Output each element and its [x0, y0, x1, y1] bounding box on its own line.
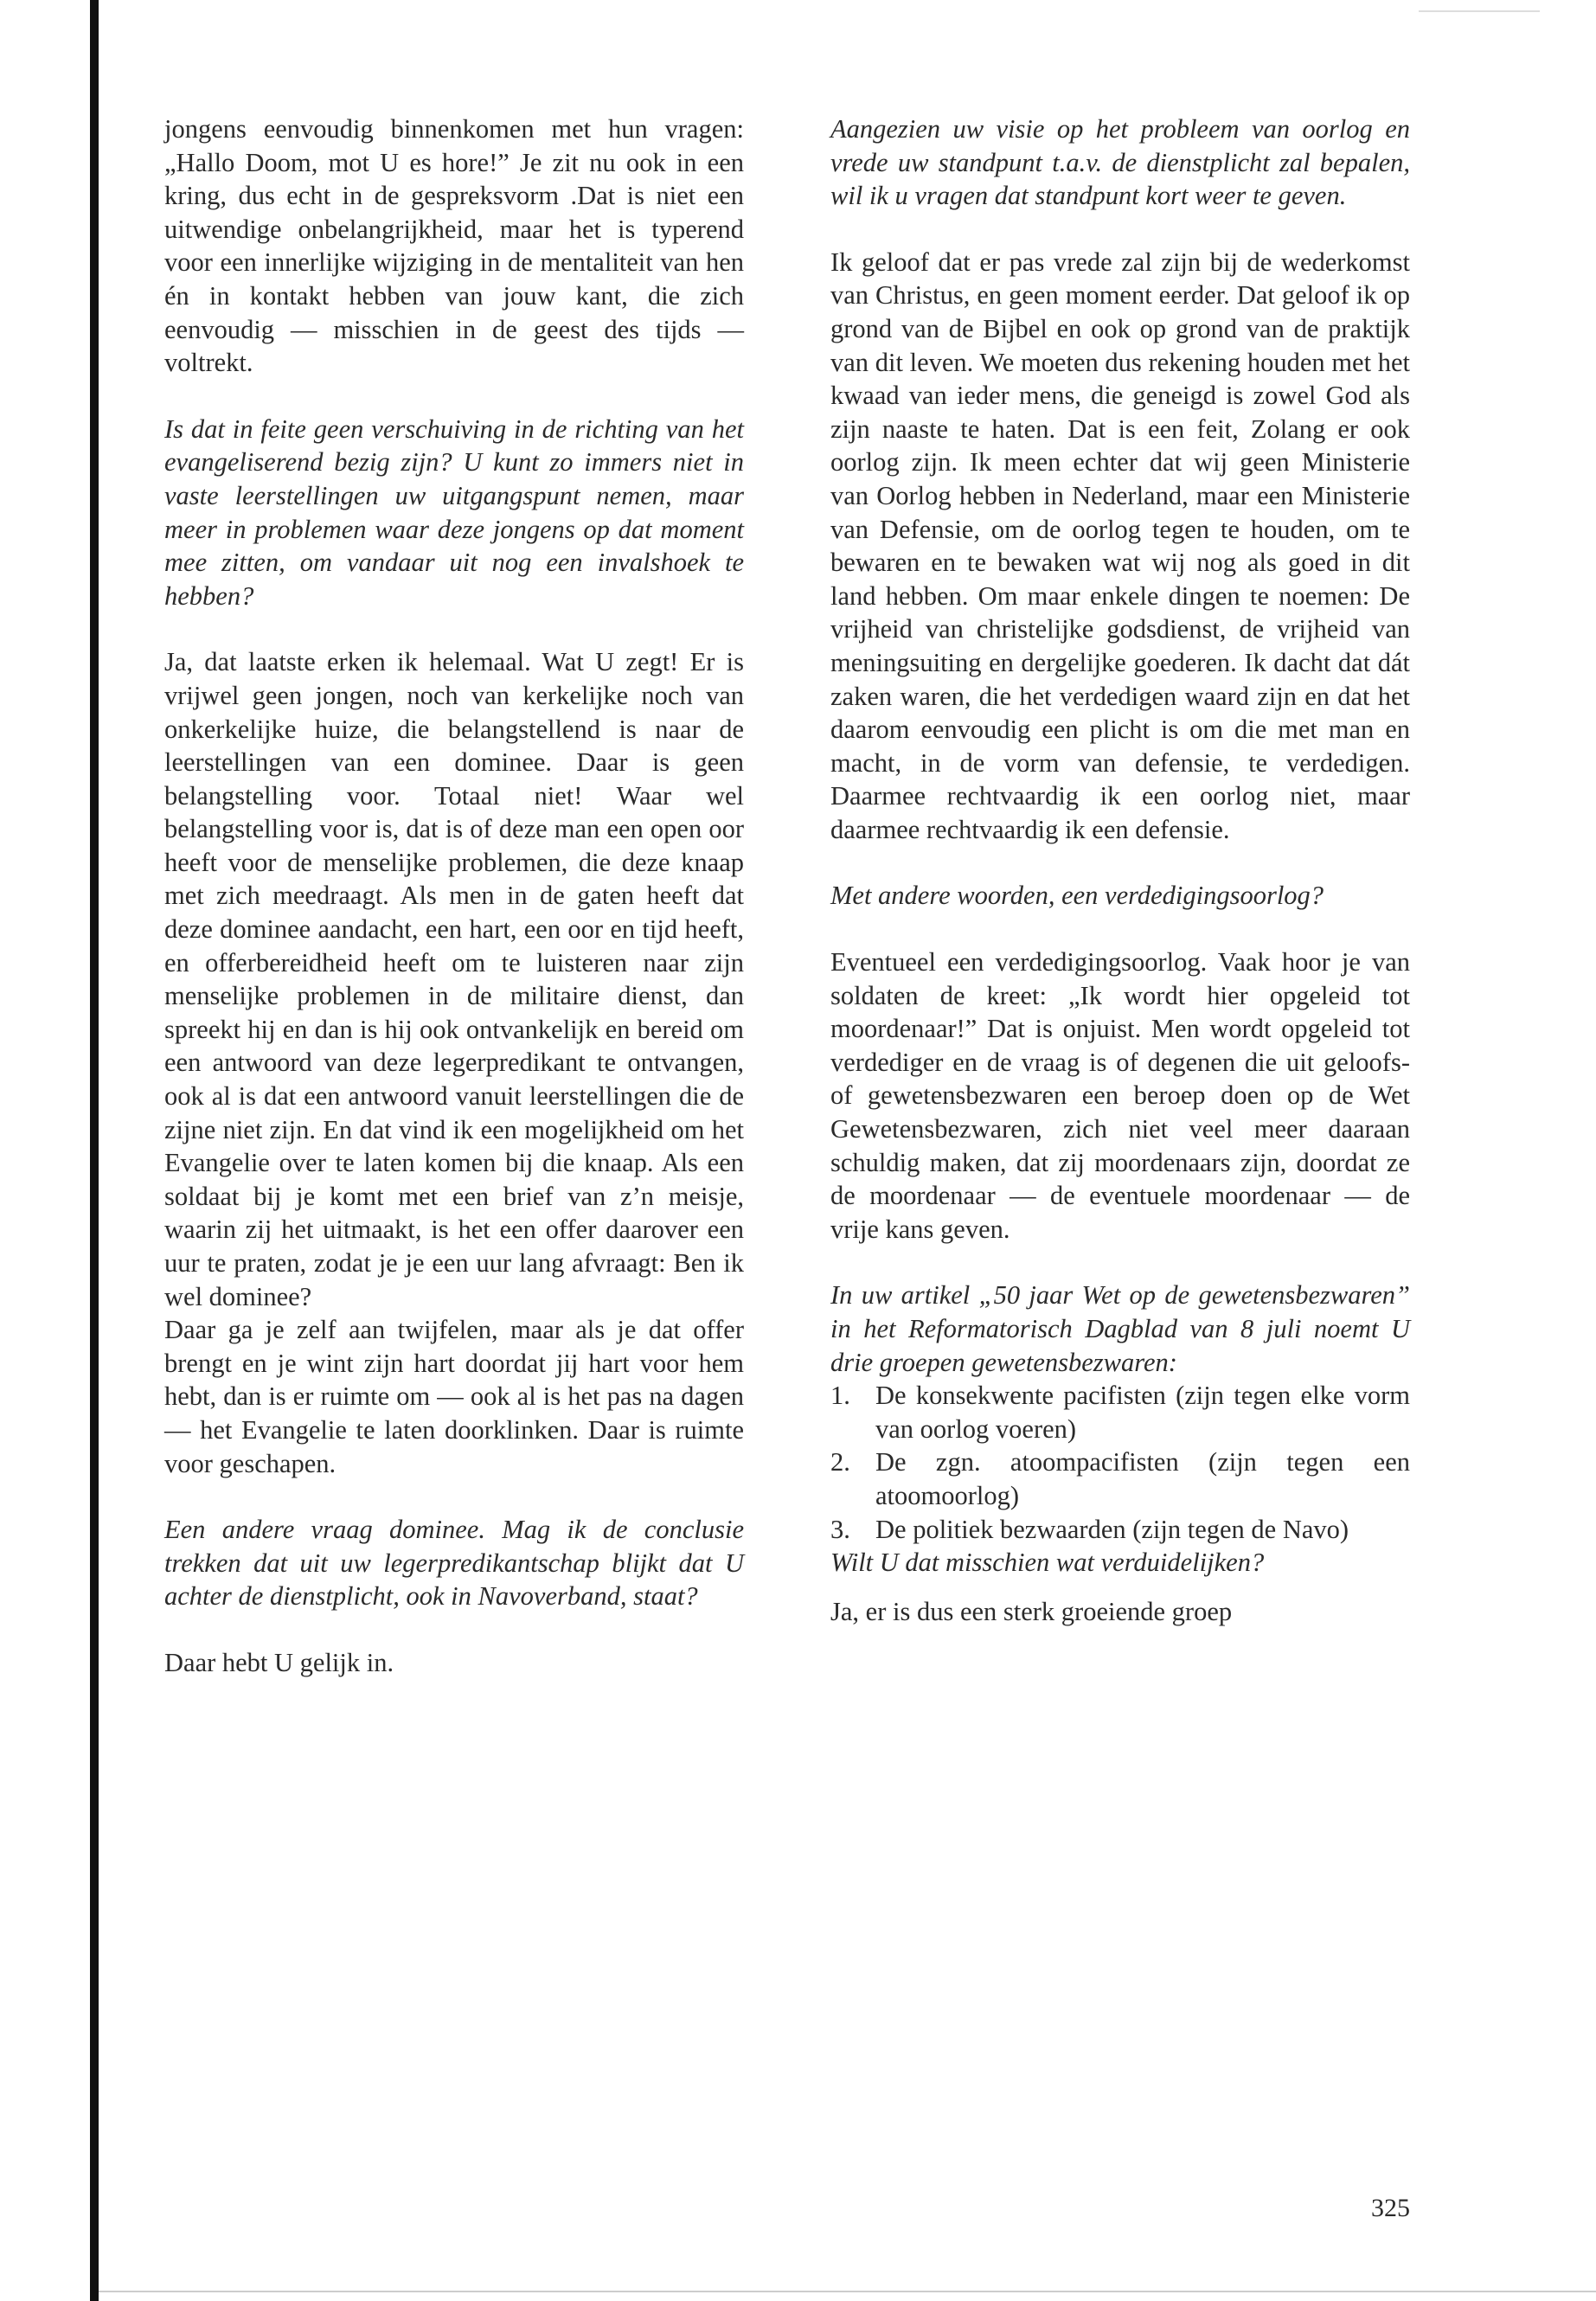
- answer-paragraph: Ja, er is dus een sterk groeiende groep: [830, 1596, 1233, 1626]
- answer-paragraph: Daar ga je zelf aan twijfelen, maar als je dat offer brengt en je wint zijn hart doordat jij hart voor hem hebt, dan is er ruimte om — ook al is het pas na dagen — het Evangelie te laten doorklinken. Daar is ruimte voor geschapen.: [164, 1315, 744, 1478]
- answer-paragraph: Daar hebt U gelijk in.: [164, 1647, 394, 1677]
- interview-question: Een andere vraag dominee. Mag ik de conclusie trekken dat uit uw legerpredikantschap blijkt dat U achter de dienstplicht, ook in Navoverband, staat?: [164, 1515, 744, 1612]
- answer-paragraph: jongens eenvoudig binnenkomen met hun vragen: „Hallo Doom, mot U es hore!” Je zit nu ook in een kring, dus echt in de gespreksvorm .Dat is niet een uitwendige onbelangrijkheid, maar het is typerend voor een innerlijke wijziging in de mentaliteit van hen én in kontakt hebben van jouw kant, die zich eenvoudig — misschien in de geest des tijds — voltrekt.: [164, 114, 744, 378]
- interview-question: Met andere woorden, een verdedigingsoorlog?: [830, 881, 1324, 911]
- right-column: [830, 112, 1410, 1628]
- answer-paragraph: Eventueel een verdedigingsoorlog. Vaak hoor je van soldaten de kreet: „Ik wordt hier opgeleid tot moordenaar!” Dat is onjuist. Men wordt opgeleid tot verdediger en de vraag is of degenen die uit geloofs- of gewetensbezwaren een beroep doen op de Wet Gewetensbezwaren, zich niet veel meer daaraan schuldig maken, dat zij moordenaars zijn, doordat ze de moordenaar — de eventuele moordenaar — de vrije kans geven.: [830, 947, 1410, 1244]
- list-item: 2. De zgn. atoompacifisten (zijn tegen een atoomoorlog): [830, 1447, 1410, 1510]
- scan-binding-edge: [90, 0, 99, 2301]
- interview-question: Aangezien uw visie op het probleem van oorlog en vrede uw standpunt t.a.v. de dienstplicht zal bepalen, wil ik u vragen dat standpunt kort weer te geven.: [830, 114, 1410, 211]
- left-column: [164, 112, 744, 1680]
- objection-groups-list: [830, 1379, 1410, 1546]
- list-item: 1. De konsekwente pacifisten (zijn tegen elke vorm van oorlog voeren): [830, 1381, 1410, 1444]
- answer-paragraph: Ik geloof dat er pas vrede zal zijn bij de wederkomst van Christus, en geen moment eerder. Dat geloof ik op grond van de Bijbel en ook op grond van de praktijk van dit leven. We moeten dus rekening houden met het kwaad van ieder mens, die geneigd is zowel God als zijn naaste te haten. Dat is een feit, Zolang er ook oorlog zijn. Ik meen echter dat wij geen Ministerie van Oorlog hebben in Nederland, maar een Ministerie van Defensie, om de oorlog tegen te houden, om te bewaren en te bewaken wat wij nog als goed in dit land hebben. Om maar enkele dingen te noemen: De vrijheid van christelijke godsdienst, de vrijheid van meningsuiting en dergelijke goederen. Ik dacht dat dát zaken waren, die het verdedigen waard zijn en dat het daarom eenvoudig een plicht is om die met man en macht, in de vorm van defensie, te verdedigen. Daarmee rechtvaardig ik een oorlog niet, maar daarmee rechtvaardig ik een defensie.: [830, 247, 1410, 844]
- page-number: 325: [1371, 2194, 1410, 2222]
- list-item: 3. De politiek bezwaarden (zijn tegen de Navo): [830, 1514, 1349, 1544]
- answer-paragraph: Ja, dat laatste erken ik helemaal. Wat U zegt! Er is vrijwel geen jongen, noch van kerkelijke noch van onkerkelijke huize, die belangstellend is naar de leerstellingen van een dominee. Daar is geen belangstelling voor. Totaal niet! Waar wel belangstelling voor is, dat is of deze man een open oor heeft voor de menselijke problemen, die deze knaap met zich meedraagt. Als men in de gaten heeft dat deze dominee aandacht, een hart, een oor en tijd heeft, en offerbereidheid heeft om te luisteren naar zijn menselijke problemen in de militaire dienst, dan spreekt hij en dan is hij ook ontvankelijk en bereid om een antwoord van deze legerpredikant te ontvangen, ook al is dat een antwoord vanuit leerstellingen die de zijne niet zijn. En dat vind ik een mogelijkheid om het Evangelie over te laten komen bij die knaap. Als een soldaat bij je komt met een brief van z’n meisje, waarin zij het uitmaakt, is het een offer daarover een uur te praten, zodat je je een uur lang afvraagt: Ben ik wel dominee?: [164, 647, 744, 1311]
- interview-question: In uw artikel „50 jaar Wet op de gewetensbezwaren” in het Reformatorisch Dagblad van 8 juli noemt U drie groepen gewetensbezwaren:: [830, 1280, 1410, 1377]
- scan-bottom-edge: [99, 2291, 1596, 2292]
- interview-question: Is dat in feite geen verschuiving in de richting van het evangeliserend bezig zijn? U kunt zo immers niet in vaste leerstellingen uw uitgangspunt nemen, maar meer in problemen waar deze jongens op dat moment mee zitten, om vandaar uit nog een invalshoek te hebben?: [164, 413, 744, 611]
- interview-question: Wilt U dat misschien wat verduidelijken?: [830, 1548, 1265, 1578]
- scan-top-mark: [1419, 10, 1540, 12]
